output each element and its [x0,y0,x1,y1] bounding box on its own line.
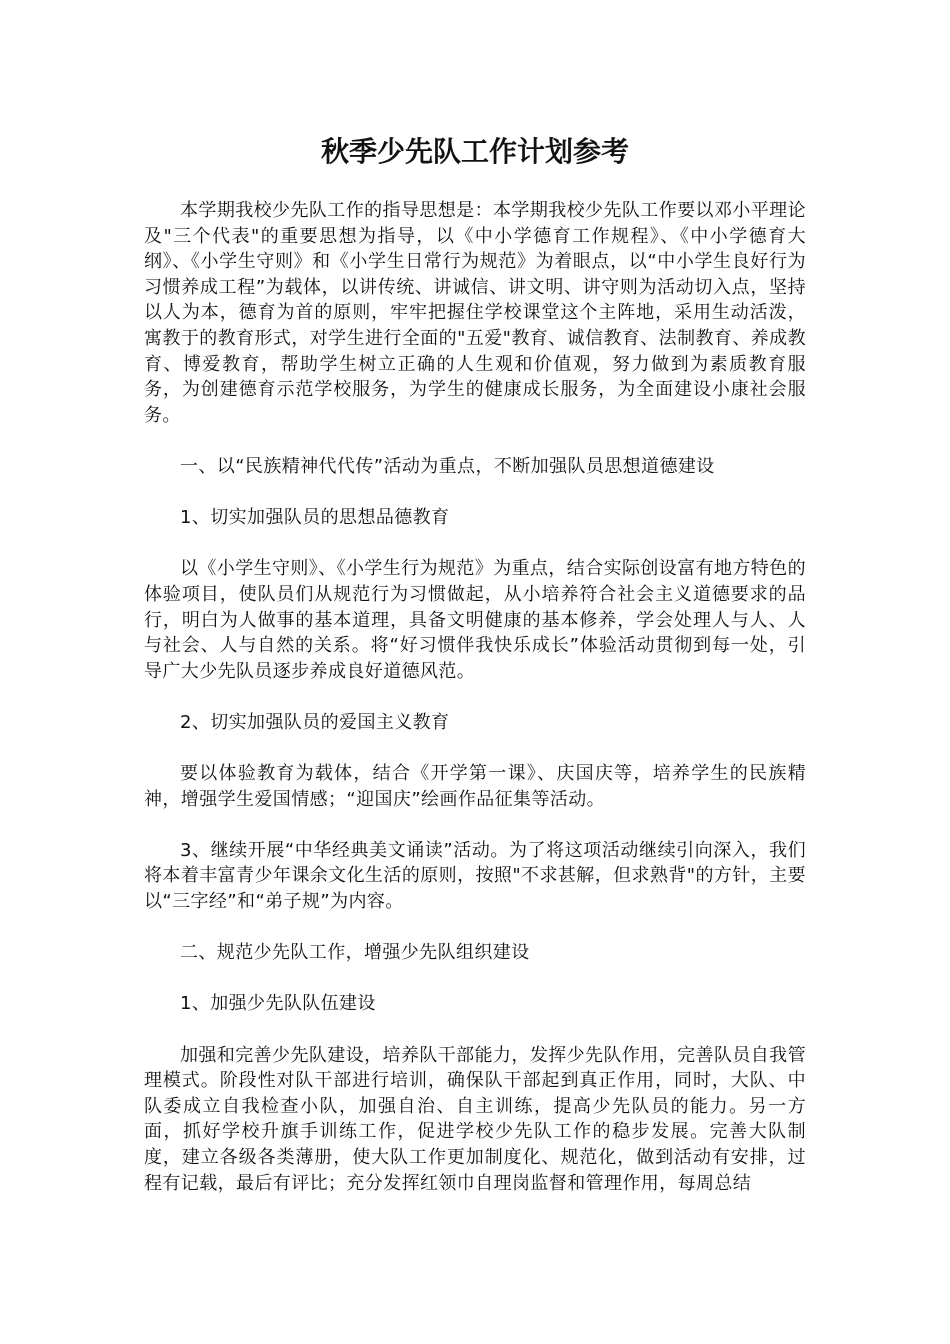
subsection-heading-1-1: 1、切实加强队员的思想品德教育 [180,507,450,529]
subsection-heading-2-1: 1、加强少先队队伍建设 [180,993,376,1015]
section-heading-2: 二、规范少先队工作，增强少先队组织建设 [180,942,530,964]
paragraph-moral-education: 以《小学生守则》、《小学生行为规范》为重点，结合实际创设富有地方特色的体验项目，使队员们从规范行为习惯做起，从小培养符合社会主义道德要求的品行，明白为人做事的基本道理，具备文明健康的基本修养，学会处理人与人、人与社会、人与自然的关系。将“好习惯伴我快乐成长”体验活动贯彻到每一处，引导广大少先队员逐步养成良好道德风范。 [144,558,806,682]
paragraph-team-building: 加强和完善少先队建设，培养队干部能力，发挥少先队作用，完善队员自我管理模式。阶段性对队干部进行培训，确保队干部起到真正作用，同时，大队、中队委成立自我检查小队，加强自治、自主训练，提高少先队员的能力。另一方面，抓好学校升旗手训练工作，促进学校少先队工作的稳步发展。完善大队制度，建立各级各类薄册，使大队工作更加制度化、规范化，做到活动有安排，过程有记载，最后有评比；充分发挥红领巾自理岗监督和管理作用，每周总结 [144,1044,806,1194]
paragraph-guiding-thought: 本学期我校少先队工作的指导思想是：本学期我校少先队工作要以邓小平理论及"三个代表"的重要思想为指导，以《中小学德育工作规程》、《中小学德育大纲》、《小学生守则》和《小学生日常行为规范》为着眼点，以“中小学生良好行为习惯养成工程”为载体，以讲传统、讲诚信、讲文明、讲守则为活动切入点，坚持以人为本，德育为首的原则，牢牢把握住学校课堂这个主阵地，采用生动活泼，寓教于的教育形式，对学生进行全面的"五爱"教育、诚信教育、法制教育、养成教育、博爱教育，帮助学生树立正确的人生观和价值观，努力做到为素质教育服务，为创建德育示范学校服务，为学生的健康成长服务，为全面建设小康社会服务。 [144,200,806,426]
subsection-heading-1-2: 2、切实加强队员的爱国主义教育 [180,711,450,733]
paragraph-patriotic-education: 要以体验教育为载体，结合《开学第一课》、庆国庆等，培养学生的民族精神，增强学生爱国情感；“迎国庆”绘画作品征集等活动。 [144,763,806,810]
document-body [144,198,806,1196]
section-heading-1: 一、以“民族精神代代传”活动为重点，不断加强队员思想道德建设 [180,455,715,477]
paragraph-classic-reading: 3、继续开展“中华经典美文诵读”活动。为了将这项活动继续引向深入，我们将本着丰富青少年课余文化生活的原则，按照"不求甚解，但求熟背"的方针，主要以“三字经”和“弟子规”为内容。 [144,839,806,913]
document-title: 秋季少先队工作计划参考 [320,135,629,168]
